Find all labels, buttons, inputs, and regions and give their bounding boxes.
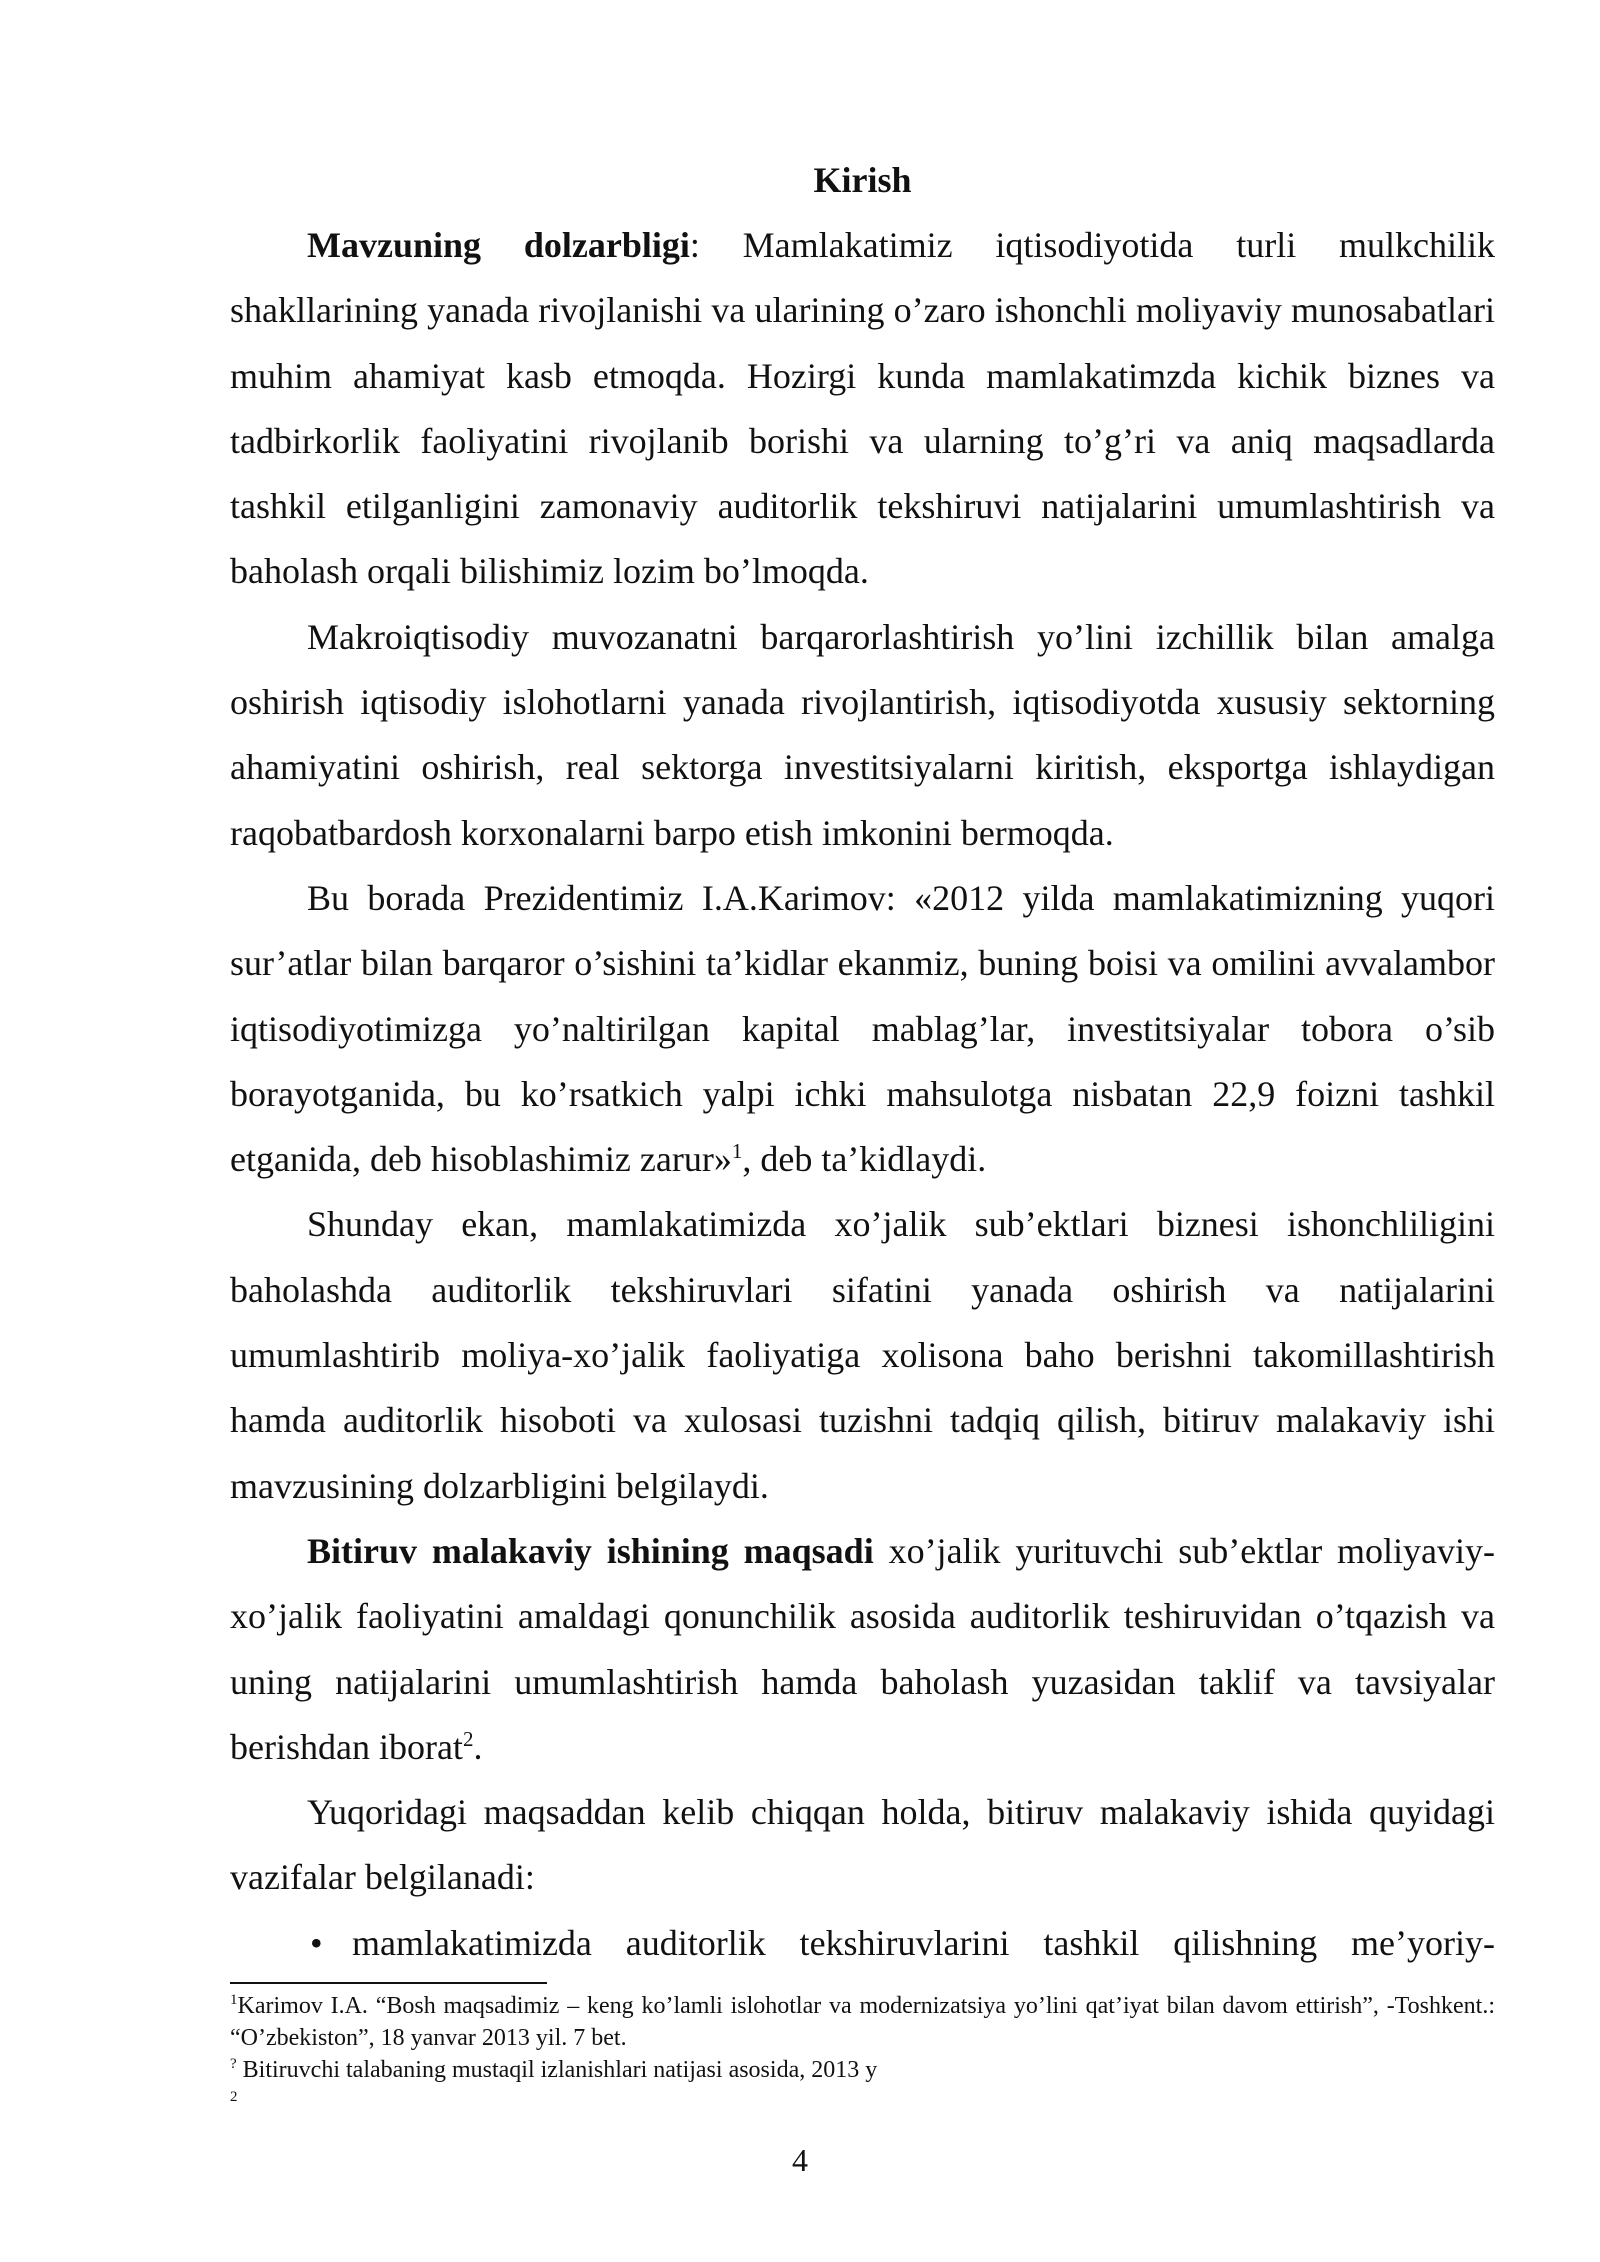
footnote-2 <box>230 2054 1495 2086</box>
paragraph-conclusion: Shunday ekan, mamlakatimizda xo’jalik sub’ektlari biznesi ishonchliligini baholashda auditorlik tekshiruvlari sifatini yanada oshirish va natijalarini umumlashtirib moliya-xo’jalik faoliyatiga xolisona baho berishni takomillashtirish hamda auditorlik hisoboti va xulosasi tuzishni tadqiq qilish, bitiruv malakaviy ishi mavzusining dolzarbligini belgilaydi. <box>230 1204 1495 1506</box>
relevance-text: : Mamlakatimiz iqtisodiyotida turli mulkchilik shakllarining yanada rivojlanishi va ularining o’zaro ishonchli moliyaviy munosabatlari muhim ahamiyat kasb etmoqda. Hozirgi kunda mamlakatimzda kichik biznes va tadbirkorlik faoliyatini rivojlanib borishi va ularning to’g’ri va aniq maqsadlarda tashkil etilganligini zamonaviy auditorlik tekshiruvi natijalarini umumlashtirish va baholash orqali bilishimiz lozim bo’lmoqda. <box>230 225 1496 592</box>
paragraph-quote <box>230 866 1495 1192</box>
footnote-ref-1[interactable]: 1 <box>731 1139 743 1164</box>
footnote-ref-2[interactable]: 2 <box>462 1726 474 1751</box>
footnote-text: Bitiruvchi talabaning mustaqil izlanishlari natijasi asosida, 2013 y <box>236 2057 878 2083</box>
footnote-1 <box>230 1990 1495 2054</box>
paragraph-tasks-intro: Yuqoridagi maqsaddan kelib chiqqan holda, bitiruv malakaviy ishida quyidagi vazifalar belgilanadi: <box>230 1792 1495 1898</box>
paragraph-goal <box>230 1519 1495 1780</box>
bullet-icon: • <box>310 1922 323 1963</box>
footnote-stray-mark: 2 <box>230 2089 238 2105</box>
goal-text: xo’jalik yurituvchi sub’ektlar moliyaviy-xo’jalik faoliyatini amaldagi qonunchilik asosida auditorlik teshiruvidan o’tqazish va uning natijalarini umumlashtirish hamda baholash yuzasidan taklif va tavsiyalar berishdan iborat <box>230 1530 1496 1767</box>
relevance-label: Mavzuning dolzarbligi <box>307 225 690 265</box>
list-item <box>230 1911 1495 1976</box>
footnote-separator <box>230 1982 547 1984</box>
page-number: 4 <box>792 2142 808 2178</box>
footnote-text: Karimov I.A. “Bosh maqsadimiz – keng ko’lamli islohotlar va modernizatsiya yo’lini qat’iyat bilan davom ettirish”, -Toshkent.: “O’zbekiston”, 18 yanvar 2013 yil. 7 bet. <box>230 1993 1495 2051</box>
main-text <box>230 148 1495 1976</box>
footnote-mark: ? <box>230 2056 237 2072</box>
goal-label: Bitiruv malakaviy ishining maqsadi <box>307 1530 874 1571</box>
paragraph-relevance <box>230 213 1495 605</box>
footnotes <box>230 1990 1495 2106</box>
goal-after: . <box>473 1726 483 1767</box>
footnote-mark: 1 <box>230 1992 238 2008</box>
section-heading: Kirish <box>813 160 912 200</box>
list-item-text: mamlakatimizda auditorlik tekshiruvlarini tashkil qilishning me’yoriy- <box>352 1922 1495 1963</box>
quote-after: , deb ta’kidlaydi. <box>742 1139 987 1180</box>
paragraph-macroeconomic: Makroiqtisodiy muvozanatni barqarorlashtirish yo’lini izchillik bilan amalga oshirish iqtisodiy islohotlarni yanada rivojlantirish, iqtisodiyotda xususiy sektorning ahamiyatini oshirish, real sektorga investitsiyalarni kiritish, eksportga ishlaydigan raqobatbardosh korxonalarni barpo etish imkonini bermoqda. <box>230 616 1495 853</box>
quote-text: Bu borada Prezidentimiz I.A.Karimov: «2012 yilda mamlakatimizning yuqori sur’atlar bilan barqaror o’sishini ta’kidlar ekanmiz, buning boisi va omilini avvalambor iqtisodiyotimizga yo’naltirilgan kapital mablag’lar, investitsiyalar tobora o’sib borayotganida, bu ko’rsatkich yalpi ichki mahsulotga nisbatan 22,9 foizni tashkil etganida, deb hisoblashimiz zarur» <box>230 877 1495 1180</box>
